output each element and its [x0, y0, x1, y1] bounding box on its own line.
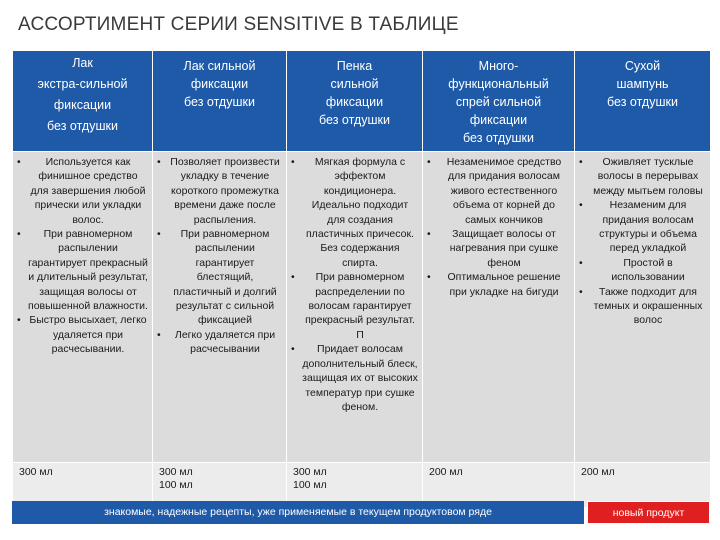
list-item: • Придает волосам дополнительный блеск, защищая их от высоких температур при сушке феном. — [291, 342, 418, 414]
list-item: • Используется как финишное средство для завершения любой прически или укладки волос. — [17, 155, 148, 227]
description-cell — [153, 152, 287, 463]
volume-cell: 300 мл 100 мл — [153, 463, 287, 508]
description-cell — [13, 152, 153, 463]
col-header-strong-mousse: Пенка сильной фиксации без отдушки — [287, 51, 423, 152]
volume-cell: 200 мл — [423, 463, 575, 508]
list-item: • Незаменим для придания волосам структуры и объема перед укладкой — [579, 198, 706, 256]
list-item: • Защищает волосы от нагревания при сушке феном — [427, 227, 570, 270]
list-item: • Оживляет тусклые волосы в перерывах между мытьем головы — [579, 155, 706, 198]
description-cell — [423, 152, 575, 463]
header-row — [13, 51, 711, 152]
list-item: • При равномерном распределении по волосам гарантирует прекрасный результат. П — [291, 270, 418, 342]
list-item: • Простой в использовании — [579, 256, 706, 285]
volume-cell: 200 мл — [575, 463, 711, 508]
list-item: • Оптимальное решение при укладке на бигуди — [427, 270, 570, 299]
assortment-table — [12, 50, 711, 508]
list-item: • Незаменимое средство для придания волосам живого естественного объема от корней до самых кончиков — [427, 155, 570, 227]
description-row — [13, 152, 711, 463]
page-title: АССОРТИМЕНТ СЕРИИ SENSITIVE В ТАБЛИЦЕ — [18, 14, 459, 35]
list-item: • При равномерном распылении гарантирует блестящий, пластичный и долгий результат с сильной фиксацией — [157, 227, 282, 328]
volume-cell: 300 мл 100 мл — [287, 463, 423, 508]
description-cell — [287, 152, 423, 463]
col-header-multifunctional-spray: Много- функциональный спрей сильной фиксации без отдушки — [423, 51, 575, 152]
legend-new-product: новый продукт — [587, 501, 710, 524]
list-item: • При равномерном распылении гарантирует прекрасный и длительный результат, защищая волосы от повышенной влажности. — [17, 227, 148, 313]
list-item: • Позволяет произвести укладку в течение короткого промежутка времени даже после распыления. — [157, 155, 282, 227]
legend-existing-recipes: знакомые, надежные рецепты, уже применяемые в текущем продуктовом ряде — [12, 501, 584, 524]
col-header-extra-strong-hairspray: Лак экстра-сильной фиксации без отдушки — [13, 51, 153, 152]
description-cell — [575, 152, 711, 463]
list-item: • Также подходит для темных и окрашенных волос — [579, 285, 706, 328]
list-item: • Легко удаляется при расчесывании — [157, 328, 282, 357]
col-header-strong-hairspray: Лак сильной фиксации без отдушки — [153, 51, 287, 152]
list-item: • Мягкая формула с эффектом кондиционера. Идеально подходит для создания пластичных причесок. Без содержания спирта. — [291, 155, 418, 270]
list-item: • Быстро высыхает, легко удаляется при расчесывании. — [17, 313, 148, 356]
col-header-dry-shampoo: Сухой шампунь без отдушки — [575, 51, 711, 152]
volume-cell: 300 мл — [13, 463, 153, 508]
